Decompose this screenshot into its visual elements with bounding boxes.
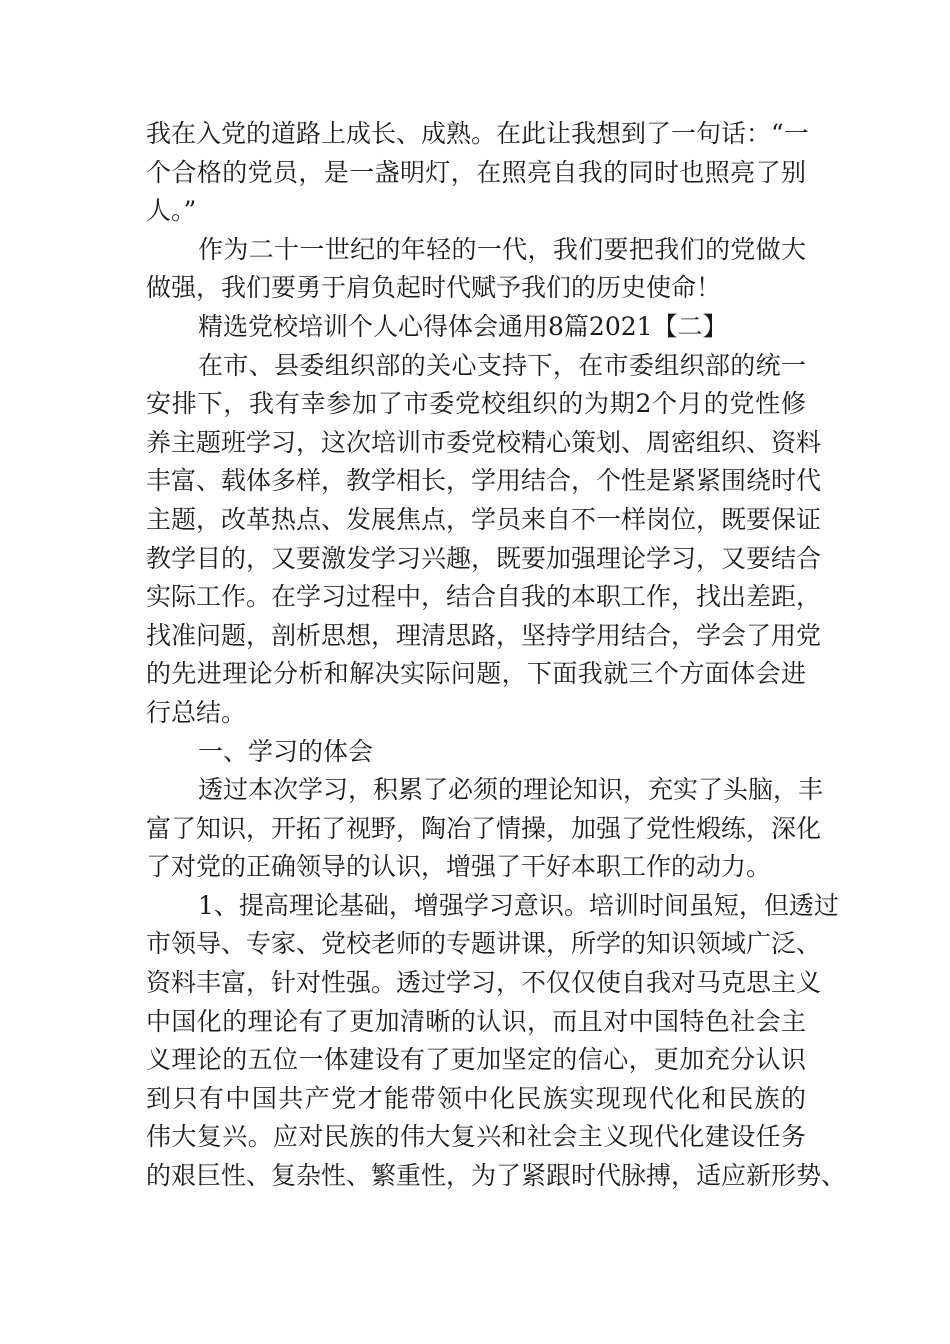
text-line: 富了知识，开拓了视野，陶冶了情操，加强了党性煅练，深化 <box>146 813 822 843</box>
text-line: 的艰巨性、复杂性、繁重性，为了紧跟时代脉搏，适应新形势、 <box>146 1161 847 1191</box>
text-line: 义理论的五位一体建设有了更加坚定的信心，更加充分认识 <box>146 1045 806 1075</box>
text-line: 1、提高理论基础，增强学习意识。培训时间虽短，但透过 <box>198 890 839 920</box>
text-line: 了对党的正确领导的认识，增强了干好本职工作的动力。 <box>146 852 772 882</box>
text-line: 找准问题，剖析思想，理清思路，坚持学用结合，学会了用党 <box>146 620 822 650</box>
text-line: 市领导、专家、党校老师的专题讲课，所学的知识领域广泛、 <box>146 929 822 959</box>
text-line: 伟大复兴。应对民族的伟大复兴和社会主义现代化建设任务 <box>146 1122 806 1152</box>
text-line: 行总结。 <box>146 697 247 727</box>
text-line: 在市、县委组织部的关心支持下，在市委组织部的统一 <box>198 350 806 380</box>
text-line: 做强，我们要勇于肩负起时代赋予我们的历史使命！ <box>146 273 722 303</box>
text-line: 丰富、载体多样，教学相长，学用结合，个性是紧紧围绕时代 <box>146 466 822 496</box>
text-line: 中国化的理论有了更加清晰的认识，而且对中国特色社会主 <box>146 1006 806 1036</box>
text-line: 到只有中国共产党才能带领中化民族实现现代化和民族的 <box>146 1083 806 1113</box>
text-line: 实际工作。在学习过程中，结合自我的本职工作，找出差距， <box>146 582 822 612</box>
text-line: 人。” <box>146 196 197 226</box>
text-line: 精选党校培训个人心得体会通用8篇2021【二】 <box>198 311 728 341</box>
text-line: 资料丰富，针对性强。透过学习，不仅仅使自我对马克思主义 <box>146 968 822 998</box>
text-line: 我在入党的道路上成长、成熟。在此让我想到了一句话：“一 <box>146 119 809 148</box>
text-line: 的先进理论分析和解决实际问题，下面我就三个方面体会进 <box>146 659 806 689</box>
text-line: 一、学习的体会 <box>198 736 374 766</box>
document-body <box>146 115 847 1196</box>
text-line: 作为二十一世纪的年轻的一代，我们要把我们的党做大 <box>198 234 806 264</box>
text-line: 个合格的党员，是一盏明灯，在照亮自我的同时也照亮了别 <box>146 157 806 187</box>
text-line: 养主题班学习，这次培训市委党校精心策划、周密组织、资料 <box>146 427 822 457</box>
text-line: 教学目的，又要激发学习兴趣，既要加强理论学习，又要结合 <box>146 543 822 573</box>
text-line: 透过本次学习，积累了必须的理论知识，充实了头脑，丰 <box>198 775 824 805</box>
text-line: 安排下，我有幸参加了市委党校组织的为期2个月的党性修 <box>146 389 806 419</box>
text-line: 主题，改革热点、发展焦点，学员来自不一样岗位，既要保证 <box>146 504 822 534</box>
